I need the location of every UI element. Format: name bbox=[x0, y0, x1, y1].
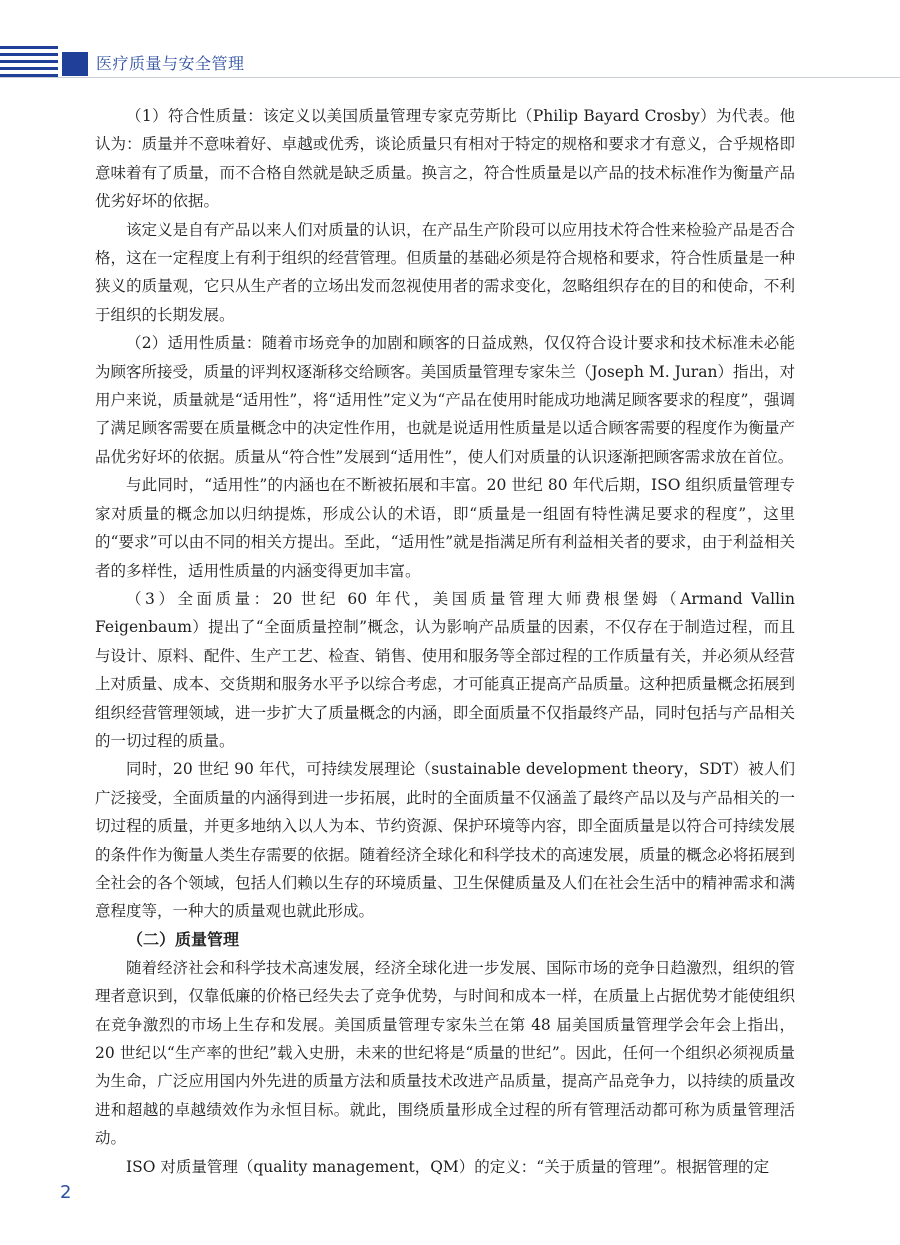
paragraph: ISO 对质量管理（quality management，QM）的定义：“关于质量的管理”。根据管理的定 bbox=[126, 1157, 770, 1176]
page-number: 2 bbox=[60, 1182, 72, 1203]
paragraph: 随着经济社会和科学技术高速发展，经济全球化进一步发展、国际市场的竞争日趋激烈，组织的管理者意识到，仅靠低廉的价格已经失去了竞争优势，与时间和成本一样，在质量上占据优势才能使组织在竞争激烈的市场上生存和发展。美国质量管理专家朱兰在第 48 届美国质量管理学会年会上指出，20 世纪以“生产率的世纪”载入史册，未来的世纪将是“质量的世纪”。因此，任何一个组织必须视质量为生命，广泛应用国内外先进的质量方法和质量技术改进产品质量，提高产品竞争力，以持续的质量改进和超越的卓越绩效作为永恒目标。就此，围绕质量形成全过程的所有管理活动都可称为质量管理活动。 bbox=[95, 958, 795, 1148]
header-stripe bbox=[0, 46, 58, 49]
header-rule bbox=[0, 77, 900, 78]
section-heading: （二）质量管理 bbox=[127, 929, 240, 949]
paragraph: 该定义是自有产品以来人们对质量的认识，在产品生产阶段可以应用技术符合性来检验产品是否合格，这在一定程度上有利于组织的经营管理。但质量的基础必须是符合规格和要求，符合性质量是一种狭义的质量观，它只从生产者的立场出发而忽视使用者的需求变化，忽略组织存在的目的和使命，不利于组织的长期发展。 bbox=[95, 220, 795, 324]
paragraph: 同时，20 世纪 90 年代，可持续发展理论（sustainable development theory，SDT）被人们广泛接受，全面质量的内涵得到进一步拓展，此时的全面质量不仅涵盖了最终产品以及与产品相关的一切过程的质量，并更多地纳入以人为本、节约资源、保护环境等内容，即全面质量是以符合可持续发展的条件作为衡量人类生存需要的依据。随着经济全球化和科学技术的高速发展，质量的概念必将拓展到全社会的各个领域，包括人们赖以生存的环境质量、卫生保健质量及人们在社会生活中的精神需求和满意程度等，一种大的质量观也就此形成。 bbox=[95, 760, 795, 921]
header-stripe bbox=[0, 67, 58, 70]
paragraph: （3）全面质量：20 世纪 60 年代，美国质量管理大师费根堡姆（Armand Vallin Feigenbaum）提出了“全面质量控制”概念，认为影响产品质量的因素，不仅存在于制造过程，而且与设计、原料、配件、生产工艺、检查、销售、使用和服务等全部过程的工作质量有关，并必须从经营上对质量、成本、交货期和服务水平予以综合考虑，才可能真正提高产品质量。这种把质量概念拓展到组织经营管理领域，进一步扩大了质量概念的内涵，即全面质量不仅指最终产品，同时包括与产品相关的一切过程的质量。 bbox=[95, 589, 795, 750]
running-title: 医疗质量与安全管理 bbox=[96, 54, 245, 73]
running-header bbox=[0, 44, 900, 78]
header-stripe bbox=[0, 60, 58, 63]
paragraph: （2）适用性质量：随着市场竞争的加剧和顾客的日益成熟，仅仅符合设计要求和技术标准未必能为顾客所接受，质量的评判权逐渐移交给顾客。美国质量管理专家朱兰（Joseph M. Juran）指出，对用户来说，质量就是“适用性”，将“适用性”定义为“产品在使用时能成功地满足顾客要求的程度”，强调了满足顾客需要在质量概念中的决定性作用，也就是说适用性质量是以适合顾客需要的程度作为衡量产品优劣好坏的依据。质量从“符合性”发展到“适用性”，使人们对质量的认识逐渐把顾客需求放在首位。 bbox=[95, 334, 795, 466]
paragraph: （1）符合性质量：该定义以美国质量管理专家克劳斯比（Philip Bayard Crosby）为代表。他认为：质量并不意味着好、卓越或优秀，谈论质量只有相对于特定的规格和要求才有意义，合乎规格即意味着有了质量，而不合格自然就是缺乏质量。换言之，符合性质量是以产品的技术标准作为衡量产品优劣好坏的依据。 bbox=[95, 107, 795, 211]
paragraph: 与此同时，“适用性”的内涵也在不断被拓展和丰富。20 世纪 80 年代后期，ISO 组织质量管理专家对质量的概念加以归纳提炼，形成公认的术语，即“质量是一组固有特性满足要求的程度”，这里的“要求”可以由不同的相关方提出。至此，“适用性”就是指满足所有利益相关者的要求，由于利益相关者的多样性，适用性质量的内涵变得更加丰富。 bbox=[95, 476, 795, 580]
header-block bbox=[62, 52, 88, 76]
header-stripe bbox=[0, 53, 58, 56]
page-body bbox=[95, 102, 795, 1181]
